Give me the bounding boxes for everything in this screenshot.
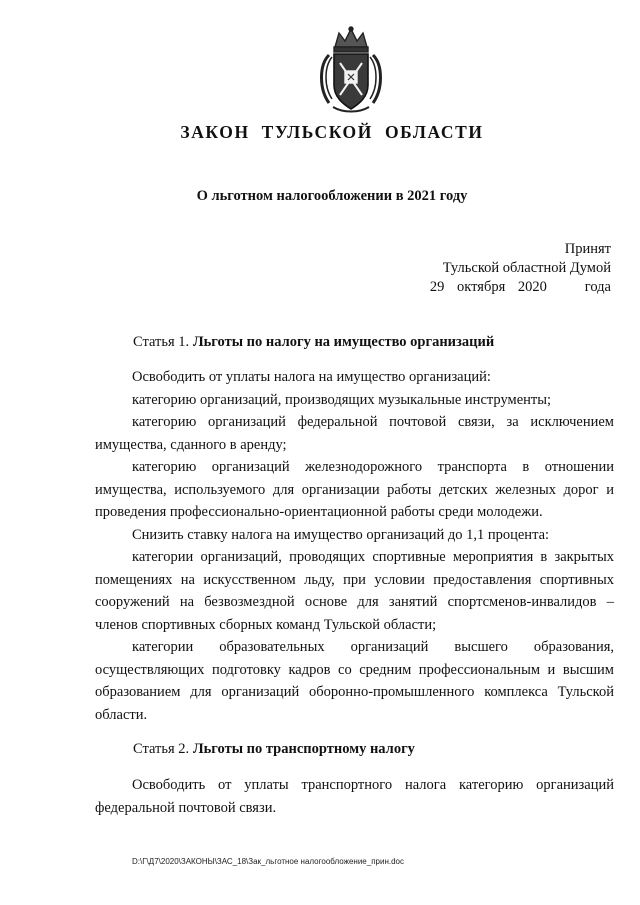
article-1-heading (133, 334, 494, 351)
article-1-prefix: Статья 1. (133, 334, 190, 350)
adoption-block (430, 240, 611, 297)
adoption-year: 2020 (517, 279, 547, 295)
paragraph: категории организаций, проводящих спортивные мероприятия в закрытых помещениях на искусственном льду, при условии предоставления спортивных сооружений на безвозмездной основе для занятий спортсменов-инвалидов – членов спортивных сборных команд Тульской области; (95, 549, 614, 633)
paragraph: категории образовательных организаций высшего образования, осуществляющих подготовку кадров со средним профессиональным и высшим образованием для организаций оборонно-промышленного комплекса Тульской области. (95, 639, 614, 723)
paragraph: категорию организаций федеральной почтовой связи, за исключением имущества, сданного в аренду; (95, 414, 614, 453)
adopted-by: Тульской областной Думой (442, 260, 611, 276)
article-2-body (95, 774, 614, 819)
paragraph: категорию организаций железнодорожного транспорта в отношении имущества, используемого для организации работы детских железных дорог и проведения профессионально-ориентационной работы среди молодежи. (95, 459, 614, 520)
adoption-date (430, 278, 611, 297)
article-2-title: Льготы по транспортному налогу (192, 741, 415, 757)
article-1-title: Льготы по налогу на имущество организаций (192, 334, 495, 350)
file-path-footer: D:\Г\Д7\2020\ЗАКОНЫ\ЗАС_18\Зак_льготное налогообложение_прин.doc (132, 857, 404, 866)
paragraph: Освободить от уплаты транспортного налога категорию организаций федеральной почтовой связи. (95, 777, 614, 816)
adoption-month: октября (457, 279, 506, 295)
article-1-body (95, 366, 614, 726)
adoption-year-word: года (584, 279, 611, 295)
paragraph: Освободить от уплаты налога на имущество организаций: (132, 369, 491, 385)
law-title: ЗАКОН ТУЛЬСКОЙ ОБЛАСТИ (180, 122, 484, 142)
paragraph: Снизить ставку налога на имущество организаций до 1,1 процента: (132, 526, 550, 543)
tula-coat-of-arms-icon (317, 25, 385, 115)
adoption-day: 29 (429, 279, 445, 295)
law-subject: О льготном налогообложении в 2021 году (196, 188, 468, 204)
article-2-heading (133, 741, 415, 758)
adopted-label: Принят (564, 241, 611, 257)
article-2-prefix: Статья 2. (133, 741, 190, 757)
paragraph: категорию организаций, производящих музыкальные инструменты; (132, 391, 551, 408)
